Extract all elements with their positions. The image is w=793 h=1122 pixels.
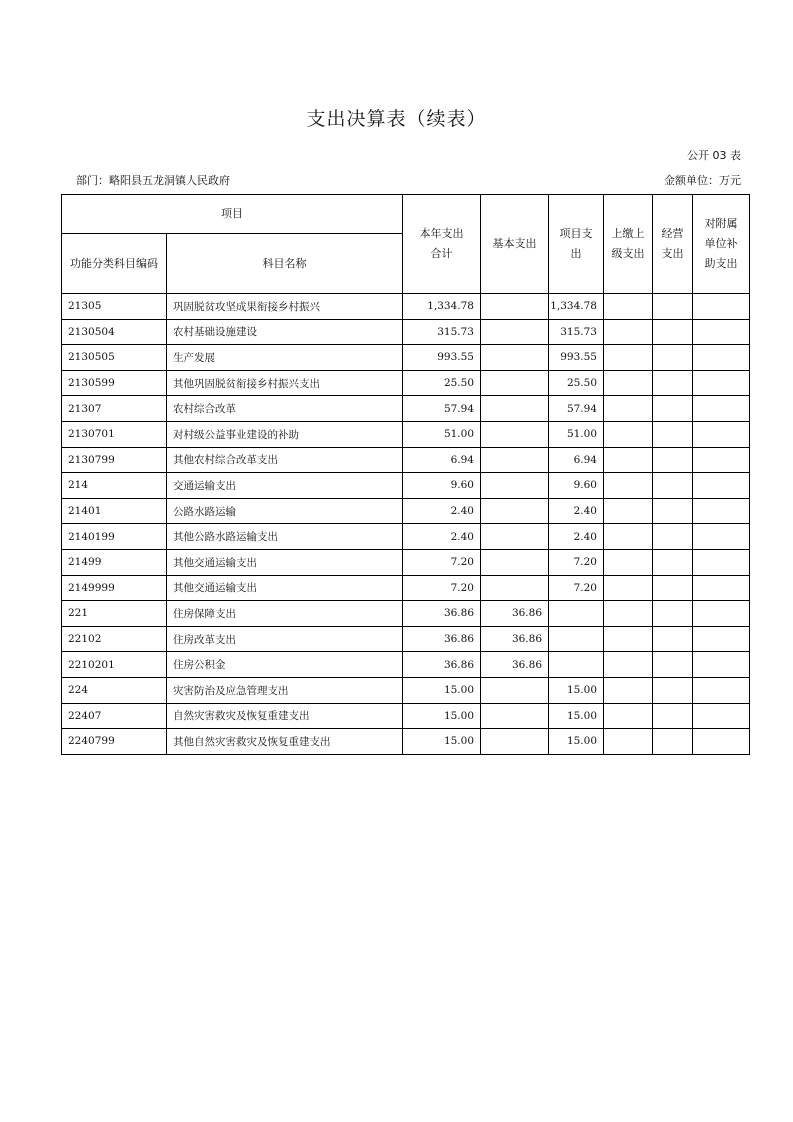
row-project: 9.60: [549, 473, 604, 499]
row-total: 9.60: [403, 473, 481, 499]
row-business: [653, 524, 693, 550]
row-basic: [481, 524, 549, 550]
table-row: [62, 345, 750, 371]
row-name: 其他交通运输支出: [167, 575, 403, 601]
table-row: [62, 294, 750, 320]
row-project: 7.20: [549, 575, 604, 601]
row-basic: [481, 703, 549, 729]
row-upper: [604, 729, 653, 755]
row-upper: [604, 319, 653, 345]
row-code: 221: [62, 601, 167, 627]
row-business: [653, 729, 693, 755]
row-subsidy: [693, 549, 750, 575]
row-name: 其他自然灾害救灾及恢复重建支出: [167, 729, 403, 755]
table-body: [62, 294, 750, 755]
table-row: [62, 677, 750, 703]
row-business: [653, 294, 693, 320]
row-code: 21307: [62, 396, 167, 422]
row-upper: [604, 677, 653, 703]
row-business: [653, 549, 693, 575]
row-project: 15.00: [549, 703, 604, 729]
row-basic: [481, 345, 549, 371]
row-upper: [604, 549, 653, 575]
row-total: 36.86: [403, 601, 481, 627]
header-project: 项目支出: [549, 195, 604, 294]
row-subsidy: [693, 626, 750, 652]
row-upper: [604, 626, 653, 652]
row-business: [653, 421, 693, 447]
table-row: [62, 473, 750, 499]
row-name: 对村级公益事业建设的补助: [167, 421, 403, 447]
row-basic: [481, 729, 549, 755]
header-basic: 基本支出: [481, 195, 549, 294]
table-row: [62, 447, 750, 473]
header-code: 功能分类科目编码: [62, 234, 167, 294]
row-basic: [481, 575, 549, 601]
header-total: 本年支出合计: [403, 195, 481, 294]
row-subsidy: [693, 345, 750, 371]
row-total: 15.00: [403, 703, 481, 729]
row-total: 315.73: [403, 319, 481, 345]
row-project: [549, 652, 604, 678]
row-name: 其他巩固脱贫衔接乡村振兴支出: [167, 370, 403, 396]
row-name: 交通运输支出: [167, 473, 403, 499]
row-code: 21499: [62, 549, 167, 575]
row-business: [653, 498, 693, 524]
row-total: 993.55: [403, 345, 481, 371]
row-upper: [604, 524, 653, 550]
row-basic: 36.86: [481, 652, 549, 678]
expenditure-table: [61, 194, 750, 755]
row-business: [653, 626, 693, 652]
row-total: 36.86: [403, 652, 481, 678]
row-code: 22407: [62, 703, 167, 729]
row-business: [653, 447, 693, 473]
row-subsidy: [693, 319, 750, 345]
row-code: 2130504: [62, 319, 167, 345]
row-project: 993.55: [549, 345, 604, 371]
header-item: 项目: [62, 195, 403, 234]
row-project: 25.50: [549, 370, 604, 396]
row-upper: [604, 703, 653, 729]
row-upper: [604, 601, 653, 627]
row-upper: [604, 447, 653, 473]
header-subsidy: 对附属单位补助支出: [693, 195, 750, 294]
row-name: 公路水路运输: [167, 498, 403, 524]
row-project: 1,334.78: [549, 294, 604, 320]
row-name: 灾害防治及应急管理支出: [167, 677, 403, 703]
form-number: 公开 03 表: [687, 149, 741, 162]
row-total: 57.94: [403, 396, 481, 422]
table-row: [62, 498, 750, 524]
row-name: 住房公积金: [167, 652, 403, 678]
row-upper: [604, 294, 653, 320]
row-basic: [481, 447, 549, 473]
row-name: 住房保障支出: [167, 601, 403, 627]
row-basic: [481, 294, 549, 320]
row-total: 1,334.78: [403, 294, 481, 320]
row-basic: [481, 396, 549, 422]
row-code: 214: [62, 473, 167, 499]
row-total: 7.20: [403, 549, 481, 575]
row-business: [653, 370, 693, 396]
row-business: [653, 601, 693, 627]
department-label: 部门：略阳县五龙洞镇人民政府: [76, 174, 230, 187]
row-subsidy: [693, 498, 750, 524]
row-basic: [481, 498, 549, 524]
row-name: 农村基础设施建设: [167, 319, 403, 345]
row-code: 2130599: [62, 370, 167, 396]
row-code: 2130701: [62, 421, 167, 447]
row-total: 6.94: [403, 447, 481, 473]
row-upper: [604, 421, 653, 447]
table-row: [62, 549, 750, 575]
table-row: [62, 421, 750, 447]
table-row: [62, 729, 750, 755]
row-basic: 36.86: [481, 626, 549, 652]
row-upper: [604, 473, 653, 499]
table-row: [62, 703, 750, 729]
row-total: 2.40: [403, 524, 481, 550]
row-project: 2.40: [549, 498, 604, 524]
row-total: 2.40: [403, 498, 481, 524]
row-business: [653, 473, 693, 499]
row-basic: [481, 549, 549, 575]
row-code: 224: [62, 677, 167, 703]
row-upper: [604, 370, 653, 396]
row-project: 57.94: [549, 396, 604, 422]
unit-label: 金额单位：万元: [664, 174, 741, 187]
row-business: [653, 652, 693, 678]
row-total: 36.86: [403, 626, 481, 652]
table-row: [62, 524, 750, 550]
row-project: [549, 626, 604, 652]
row-name: 农村综合改革: [167, 396, 403, 422]
row-subsidy: [693, 396, 750, 422]
row-upper: [604, 575, 653, 601]
row-project: 6.94: [549, 447, 604, 473]
row-subsidy: [693, 370, 750, 396]
row-code: 2240799: [62, 729, 167, 755]
row-code: 2149999: [62, 575, 167, 601]
row-subsidy: [693, 729, 750, 755]
row-basic: [481, 421, 549, 447]
row-subsidy: [693, 652, 750, 678]
row-project: 15.00: [549, 729, 604, 755]
header-business: 经营支出: [653, 195, 693, 294]
row-business: [653, 396, 693, 422]
row-total: 7.20: [403, 575, 481, 601]
row-subsidy: [693, 524, 750, 550]
row-business: [653, 319, 693, 345]
row-code: 21401: [62, 498, 167, 524]
row-business: [653, 703, 693, 729]
row-name: 自然灾害救灾及恢复重建支出: [167, 703, 403, 729]
row-total: 15.00: [403, 677, 481, 703]
row-subsidy: [693, 473, 750, 499]
row-business: [653, 575, 693, 601]
row-total: 51.00: [403, 421, 481, 447]
table-row: [62, 575, 750, 601]
row-code: 2130505: [62, 345, 167, 371]
row-name: 其他交通运输支出: [167, 549, 403, 575]
table-row: [62, 319, 750, 345]
row-upper: [604, 396, 653, 422]
row-name: 其他农村综合改革支出: [167, 447, 403, 473]
row-basic: 36.86: [481, 601, 549, 627]
table-row: [62, 626, 750, 652]
row-project: 2.40: [549, 524, 604, 550]
page-title: 支出决算表（续表）: [306, 108, 487, 130]
row-business: [653, 677, 693, 703]
row-basic: [481, 473, 549, 499]
row-business: [653, 345, 693, 371]
row-project: 315.73: [549, 319, 604, 345]
row-subsidy: [693, 421, 750, 447]
row-name: 其他公路水路运输支出: [167, 524, 403, 550]
row-subsidy: [693, 677, 750, 703]
row-code: 2210201: [62, 652, 167, 678]
row-upper: [604, 652, 653, 678]
row-name: 住房改革支出: [167, 626, 403, 652]
table-row: [62, 396, 750, 422]
row-upper: [604, 345, 653, 371]
row-name: 生产发展: [167, 345, 403, 371]
row-total: 25.50: [403, 370, 481, 396]
row-project: [549, 601, 604, 627]
row-project: 7.20: [549, 549, 604, 575]
row-code: 2130799: [62, 447, 167, 473]
row-name: 巩固脱贫攻坚成果衔接乡村振兴: [167, 294, 403, 320]
row-basic: [481, 319, 549, 345]
table-row: [62, 652, 750, 678]
table-row: [62, 370, 750, 396]
row-code: 22102: [62, 626, 167, 652]
row-basic: [481, 370, 549, 396]
row-code: 2140199: [62, 524, 167, 550]
row-subsidy: [693, 703, 750, 729]
row-total: 15.00: [403, 729, 481, 755]
row-subsidy: [693, 447, 750, 473]
table-row: [62, 601, 750, 627]
row-project: 51.00: [549, 421, 604, 447]
row-subsidy: [693, 294, 750, 320]
row-project: 15.00: [549, 677, 604, 703]
row-subsidy: [693, 575, 750, 601]
row-subsidy: [693, 601, 750, 627]
header-upper: 上缴上级支出: [604, 195, 653, 294]
header-name: 科目名称: [167, 234, 403, 294]
row-code: 21305: [62, 294, 167, 320]
row-basic: [481, 677, 549, 703]
row-upper: [604, 498, 653, 524]
